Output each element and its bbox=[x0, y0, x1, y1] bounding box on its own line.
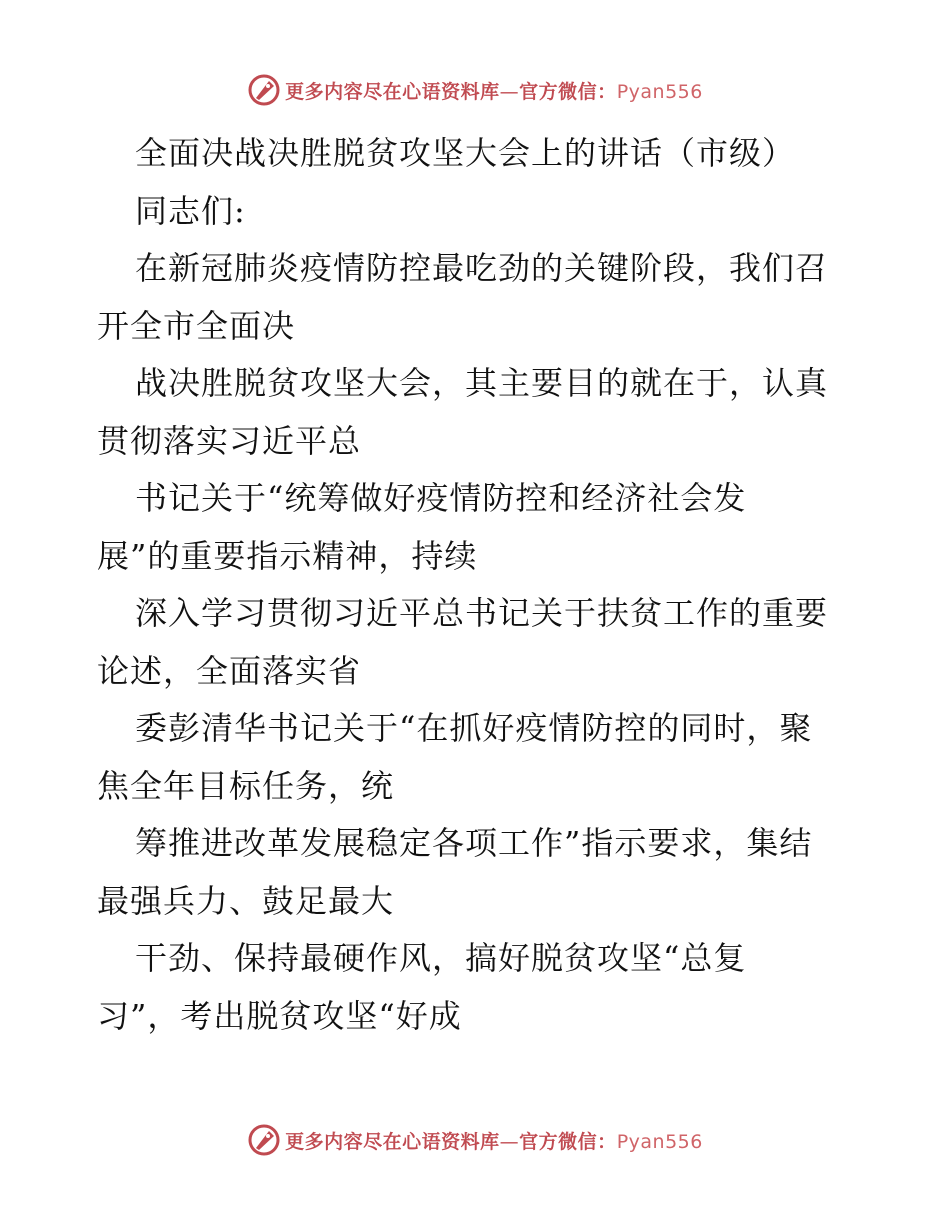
watermark-wechat-id: Pyan556 bbox=[616, 80, 703, 103]
watermark-wechat-id: Pyan556 bbox=[616, 1130, 703, 1153]
paragraph-line: 开全市全面决 bbox=[97, 306, 296, 345]
paragraph-line: 战决胜脱贫攻坚大会，其主要目的就在于，认真 bbox=[135, 364, 829, 402]
header-watermark bbox=[0, 70, 950, 110]
watermark-official: 官方微信： bbox=[519, 1130, 617, 1153]
document-title: 全面决战决胜脱贫攻坚大会上的讲话（市级） bbox=[135, 134, 796, 172]
greeting: 同志们: bbox=[135, 191, 246, 230]
paragraph-line: 委彭清华书记关于“在抓好疫情防控的同时，聚 bbox=[135, 709, 813, 747]
paragraph-line: 展”的重要指示精神，持续 bbox=[97, 536, 478, 575]
watermark-main: 更多内容尽在心语资料库 bbox=[285, 80, 500, 103]
paragraph-line: 焦全年目标任务，统 bbox=[97, 766, 395, 805]
watermark-text bbox=[285, 77, 703, 104]
pen-nib-logo-icon bbox=[247, 1123, 281, 1157]
paragraph-line: 干劲、保持最硬作风，搞好脱贫攻坚“总复 bbox=[135, 939, 747, 977]
paragraph-line: 贯彻落实习近平总 bbox=[97, 421, 362, 460]
watermark-separator: — bbox=[499, 1130, 520, 1153]
paragraph-line: 书记关于“统筹做好疫情防控和经济社会发 bbox=[135, 479, 747, 517]
watermark-official: 官方微信： bbox=[519, 80, 617, 103]
watermark-separator: — bbox=[499, 80, 520, 103]
paragraph-line: 论述，全面落实省 bbox=[97, 651, 362, 690]
document-body bbox=[97, 125, 857, 1045]
paragraph-line: 最强兵力、鼓足最大 bbox=[97, 881, 395, 920]
watermark-main: 更多内容尽在心语资料库 bbox=[285, 1130, 500, 1153]
paragraph-line: 深入学习贯彻习近平总书记关于扶贫工作的重要 bbox=[135, 594, 829, 632]
paragraph-line: 在新冠肺炎疫情防控最吃劲的关键阶段，我们召 bbox=[135, 249, 829, 287]
watermark-text bbox=[285, 1127, 703, 1154]
paragraph-line: 习”，考出脱贫攻坚“好成 bbox=[97, 996, 462, 1035]
footer-watermark bbox=[0, 1120, 950, 1160]
pen-nib-logo-icon bbox=[247, 73, 281, 107]
paragraph-line: 筹推进改革发展稳定各项工作”指示要求，集结 bbox=[135, 824, 813, 862]
